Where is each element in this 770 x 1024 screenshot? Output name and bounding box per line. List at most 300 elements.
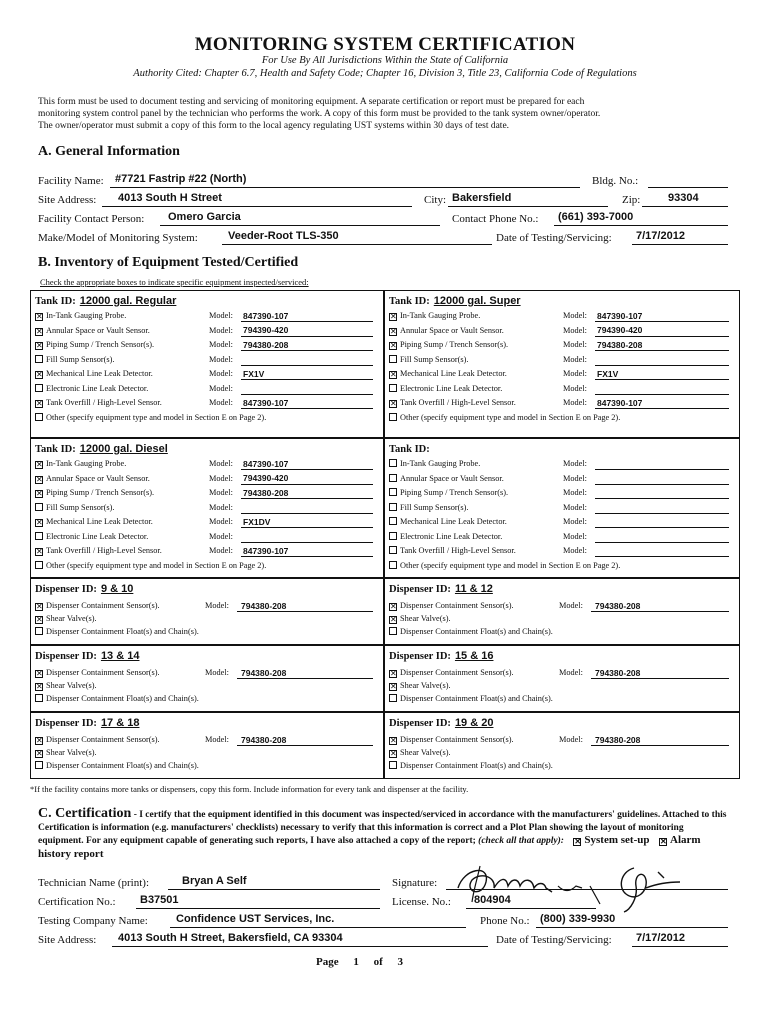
tank-id-label: Tank ID:: [389, 296, 430, 307]
equipment-checkbox[interactable]: [389, 355, 397, 363]
company-value[interactable]: Confidence UST Services, Inc.: [176, 913, 335, 925]
dispenser-checkbox[interactable]: ✕: [36, 615, 43, 624]
model-value[interactable]: 794380-208: [241, 667, 287, 678]
dispenser-row: [389, 601, 514, 611]
equipment-label: Fill Sump Sensor(s).: [46, 502, 115, 512]
model-value[interactable]: 794380-208: [595, 667, 641, 678]
model-label: Model:: [209, 531, 233, 541]
dispenser-item-label: Dispenser Containment Float(s) and Chain(s).: [400, 694, 553, 703]
form-title: MONITORING SYSTEM CERTIFICATION: [194, 34, 576, 55]
dispenser-checkbox[interactable]: ✕: [390, 602, 397, 611]
equipment-row: [389, 398, 516, 408]
equipment-row: [35, 355, 114, 365]
dispenser-row: [389, 627, 553, 637]
model-value[interactable]: FX1DV: [243, 516, 271, 527]
model-line: [595, 365, 729, 366]
equipment-label: Mechanical Line Leak Detector.: [400, 369, 507, 378]
model-label: Model:: [209, 311, 233, 320]
equipment-label: Fill Sump Sensor(s).: [400, 354, 469, 364]
tank-id-heading: [389, 443, 434, 455]
model-line: [241, 513, 373, 514]
model-label: Model:: [563, 325, 587, 335]
equipment-label: Mechanical Line Leak Detector.: [46, 517, 153, 526]
dispenser-checkbox[interactable]: ✕: [390, 736, 397, 745]
dispenser-row: [389, 761, 553, 771]
model-value[interactable]: FX1V: [243, 368, 265, 379]
tank-box: [384, 438, 740, 578]
model-value[interactable]: 794380-208: [241, 600, 287, 611]
model-label: Model:: [563, 488, 587, 497]
equipment-row: [389, 369, 507, 379]
equipment-row: [389, 488, 508, 498]
dispenser-checkbox[interactable]: [389, 761, 397, 769]
equipment-label: Electronic Line Leak Detector.: [46, 531, 149, 541]
model-label: Model:: [209, 517, 233, 526]
model-line: [241, 542, 373, 543]
model-line: [595, 379, 729, 380]
page-current: 1: [353, 956, 359, 968]
dispenser-id-label: Dispenser ID:: [35, 584, 97, 595]
model-line: [595, 556, 729, 557]
equipment-label: Fill Sump Sensor(s).: [46, 354, 115, 364]
model-label: Model:: [209, 369, 233, 378]
dispenser-box: [30, 645, 384, 712]
model-line: [595, 542, 729, 543]
model-label: Model:: [209, 502, 233, 512]
equipment-label: In-Tank Gauging Probe.: [46, 311, 127, 320]
phone-value[interactable]: (661) 393-7000: [558, 211, 634, 223]
model-value[interactable]: 847390-107: [597, 310, 643, 321]
equipment-label: Piping Sump / Trench Sensor(s).: [400, 340, 509, 349]
tank-id-label: Tank ID:: [35, 296, 76, 307]
model-label: Model:: [209, 354, 233, 364]
dispenser-item-label: Shear Valve(s).: [46, 614, 97, 623]
equipment-checkbox[interactable]: [389, 532, 397, 540]
equipment-checkbox[interactable]: [35, 503, 43, 511]
model-label: Model:: [563, 473, 587, 483]
footnote: *If the facility contains more tanks or dispensers, copy this form. Include information for every tank and dispenser at the facility.: [30, 784, 469, 794]
model-label: Model:: [563, 340, 587, 349]
equipment-checkbox[interactable]: [389, 474, 397, 482]
model-line: [595, 350, 729, 351]
intro-line: monitoring system control panel by the technician who performs the work. A copy of this form must be provided to the tank system owner/operator.: [38, 109, 601, 119]
equipment-label: Tank Overfill / High-Level Sensor.: [400, 398, 516, 407]
tank-id-heading: [35, 295, 176, 307]
dispenser-checkbox[interactable]: [35, 761, 43, 769]
dispenser-box: [384, 645, 740, 712]
make-model-value[interactable]: Veeder-Root TLS-350: [228, 230, 339, 242]
model-value[interactable]: 794380-208: [597, 339, 643, 350]
dispenser-item-label: Dispenser Containment Sensor(s).: [400, 668, 514, 677]
model-label: Model:: [205, 735, 229, 744]
check-all-note: (check all that apply):: [478, 836, 564, 846]
form-subtitle: For Use By All Jurisdictions Within the State of California: [261, 55, 509, 66]
model-value[interactable]: 794390-420: [597, 325, 643, 335]
company-phone-value[interactable]: (800) 339-9930: [540, 913, 616, 925]
signature-label: Signature:: [392, 877, 438, 889]
equipment-checkbox[interactable]: ✕: [390, 370, 397, 379]
dispenser-row: [35, 627, 199, 637]
dispenser-box: [30, 712, 384, 779]
equipment-checkbox[interactable]: ✕: [36, 518, 43, 527]
intro-line: The owner/operator must submit a copy of this form to the local agency regulating UST systems within 30 days of test date.: [38, 121, 510, 131]
equipment-checkbox[interactable]: [389, 488, 397, 496]
dispenser-item-label: Dispenser Containment Sensor(s).: [46, 735, 160, 744]
dispenser-checkbox[interactable]: ✕: [390, 749, 397, 758]
test-date-value[interactable]: 7/17/2012: [636, 230, 685, 242]
model-value[interactable]: 847390-107: [243, 310, 289, 321]
model-line: [591, 678, 729, 679]
equipment-checkbox[interactable]: ✕: [36, 474, 43, 484]
model-label: Model:: [563, 531, 587, 541]
dispenser-checkbox[interactable]: ✕: [36, 736, 43, 745]
equipment-row: [35, 340, 154, 350]
model-label: Model:: [563, 398, 587, 407]
equipment-row: [389, 340, 508, 350]
dispenser-row: [389, 694, 553, 704]
model-line: [241, 365, 373, 366]
license-value[interactable]: 804904: [474, 894, 511, 906]
model-label: Model:: [559, 601, 583, 610]
technician-label: Technician Name (print):: [38, 877, 150, 889]
model-label: Model:: [209, 488, 233, 497]
model-line: [237, 745, 373, 746]
equipment-checkbox[interactable]: [389, 546, 397, 554]
model-value[interactable]: 794380-208: [595, 600, 641, 611]
model-line: [241, 556, 373, 557]
equipment-checkbox[interactable]: ✕: [36, 460, 43, 469]
dispenser-id-value[interactable]: 15 & 16: [454, 650, 494, 662]
section-a-heading: A. General Information: [38, 144, 180, 159]
inventory-instruction: Check the appropriate boxes to indicate specific equipment inspected/serviced:: [40, 277, 309, 287]
model-line: [595, 394, 729, 395]
dispenser-checkbox[interactable]: ✕: [390, 669, 397, 678]
dispenser-item-label: Shear Valve(s).: [400, 748, 451, 757]
dispenser-item-label: Dispenser Containment Sensor(s).: [46, 668, 160, 677]
equipment-checkbox[interactable]: ✕: [36, 341, 43, 350]
equipment-checkbox[interactable]: [389, 459, 397, 467]
dispenser-checkbox[interactable]: [389, 627, 397, 635]
model-line: [241, 379, 373, 380]
equipment-label: Mechanical Line Leak Detector.: [400, 517, 507, 526]
equipment-checkbox[interactable]: [389, 384, 397, 392]
dispenser-checkbox[interactable]: [35, 627, 43, 635]
equipment-row: [35, 532, 148, 542]
dispenser-row: [389, 748, 451, 758]
equipment-row: [35, 459, 126, 469]
test-date-label: Date of Testing/Servicing:: [496, 232, 612, 244]
model-value[interactable]: 794380-208: [243, 487, 289, 498]
intro-line: This form must be used to document testing and servicing of monitoring equipment. A separate certification or report must be prepared for each: [38, 97, 585, 107]
model-line: [241, 408, 373, 409]
dispenser-item-label: Dispenser Containment Float(s) and Chain(s).: [400, 627, 553, 636]
dispenser-checkbox[interactable]: ✕: [36, 749, 43, 758]
equipment-label: Piping Sump / Trench Sensor(s).: [46, 340, 155, 349]
tank-id-label: Tank ID:: [389, 444, 430, 455]
equipment-checkbox[interactable]: [35, 355, 43, 363]
equipment-checkbox[interactable]: ✕: [36, 399, 43, 408]
company-phone-label: Phone No.:: [480, 915, 530, 927]
model-label: Model:: [205, 668, 229, 677]
equipment-row: [389, 311, 480, 321]
model-value[interactable]: 847390-107: [243, 458, 289, 469]
dispenser-id-value[interactable]: 19 & 20: [454, 717, 494, 729]
dispenser-checkbox[interactable]: ✕: [36, 602, 43, 611]
dispenser-checkbox[interactable]: ✕: [36, 669, 43, 678]
tank-id-label: Tank ID:: [35, 444, 76, 455]
model-line: [241, 498, 373, 499]
dispenser-item-label: Dispenser Containment Sensor(s).: [400, 735, 514, 744]
model-value[interactable]: 794380-208: [243, 339, 289, 350]
equipment-label: Other (specify equipment type and model in Section E on Page 2).: [46, 560, 267, 570]
equipment-label: Mechanical Line Leak Detector.: [46, 369, 153, 378]
bldg-label: Bldg. No.:: [592, 175, 639, 187]
dispenser-id-value[interactable]: 9 & 10: [100, 583, 134, 595]
tank-id-value[interactable]: 12000 gal. Super: [433, 295, 521, 307]
dispenser-checkbox[interactable]: [389, 694, 397, 702]
make-model-label: Make/Model of Monitoring System:: [38, 232, 198, 244]
equipment-label: In-Tank Gauging Probe.: [46, 459, 127, 468]
equipment-checkbox[interactable]: [389, 561, 397, 569]
equipment-label: Annular Space or Vault Sensor.: [400, 473, 504, 483]
dispenser-row: [35, 668, 160, 678]
model-line: [241, 336, 373, 337]
facility-name-label: Facility Name:: [38, 175, 104, 187]
alarm-history-checkbox[interactable]: ✕: [660, 837, 667, 846]
equipment-row: [35, 311, 126, 321]
model-line: [591, 611, 729, 612]
dispenser-item-label: Dispenser Containment Float(s) and Chain(s).: [46, 627, 199, 636]
dispenser-item-label: Dispenser Containment Sensor(s).: [400, 601, 514, 610]
model-value[interactable]: 847390-107: [243, 545, 289, 556]
model-label: Model:: [563, 383, 587, 393]
model-label: Model:: [559, 668, 583, 677]
dispenser-row: [35, 614, 97, 624]
dispenser-row: [35, 748, 97, 758]
dispenser-checkbox[interactable]: ✕: [36, 682, 43, 691]
dispenser-box: [30, 578, 384, 645]
equipment-row: [35, 326, 150, 336]
equipment-row: [35, 488, 154, 498]
equipment-checkbox[interactable]: ✕: [36, 326, 43, 336]
equipment-row: [35, 369, 153, 379]
equipment-label: Piping Sump / Trench Sensor(s).: [46, 488, 155, 497]
model-line: [595, 498, 729, 499]
alarm-history-label: Alarm history report: [38, 834, 701, 860]
dispenser-id-label: Dispenser ID:: [35, 651, 97, 662]
dispenser-id-value[interactable]: 17 & 18: [100, 717, 140, 729]
equipment-row: [389, 474, 504, 484]
dispenser-id-heading: [389, 717, 493, 729]
equipment-label: In-Tank Gauging Probe.: [400, 459, 481, 468]
equipment-checkbox[interactable]: [389, 503, 397, 511]
city-value[interactable]: Bakersfield: [452, 192, 512, 204]
model-label: Model:: [209, 546, 233, 555]
facility-name-value[interactable]: #7721 Fastrip #22 (North): [115, 173, 247, 185]
equipment-checkbox[interactable]: [389, 517, 397, 525]
dispenser-id-heading: [35, 650, 139, 662]
model-value[interactable]: 794380-208: [595, 734, 641, 745]
model-label: Model:: [209, 398, 233, 407]
model-label: Model:: [209, 325, 233, 335]
dispenser-row: [389, 735, 514, 745]
certification-number-value[interactable]: B37501: [140, 894, 179, 906]
equipment-row: [35, 474, 150, 484]
dispenser-id-value[interactable]: 13 & 14: [100, 650, 140, 662]
model-label: Model:: [205, 601, 229, 610]
model-line: [595, 484, 729, 485]
page-total: 3: [397, 956, 404, 968]
equipment-row: [389, 517, 507, 527]
equipment-checkbox[interactable]: [35, 532, 43, 540]
equipment-row: [389, 355, 468, 365]
certification-block: [38, 808, 730, 861]
equipment-row: [389, 413, 620, 423]
equipment-checkbox[interactable]: [35, 561, 43, 569]
model-label: Model:: [209, 459, 233, 468]
system-setup-checkbox[interactable]: ✕: [574, 837, 582, 846]
equipment-row: [389, 459, 480, 469]
model-line: [591, 745, 729, 746]
contact-value[interactable]: Omero Garcia: [168, 211, 241, 223]
equipment-row: [389, 384, 502, 394]
dispenser-item-label: Shear Valve(s).: [46, 681, 97, 690]
equipment-row: [35, 384, 148, 394]
model-line: [595, 513, 729, 514]
model-line: [595, 321, 729, 322]
dispenser-id-heading: [389, 650, 493, 662]
model-label: Model:: [563, 517, 587, 526]
section-c-heading: C. Certification: [38, 806, 132, 821]
equipment-label: In-Tank Gauging Probe.: [400, 311, 481, 320]
dispenser-row: [35, 694, 199, 704]
equipment-row: [389, 503, 468, 513]
equipment-label: Electronic Line Leak Detector.: [400, 531, 503, 541]
dispenser-box: [384, 712, 740, 779]
dispenser-checkbox[interactable]: [35, 694, 43, 702]
dispenser-item-label: Shear Valve(s).: [400, 681, 451, 690]
certification-number-label: Certification No.:: [38, 896, 116, 908]
equipment-checkbox[interactable]: ✕: [36, 370, 43, 379]
dispenser-item-label: Dispenser Containment Float(s) and Chain(s).: [46, 761, 199, 770]
model-value[interactable]: 847390-107: [243, 397, 289, 408]
equipment-label: Other (specify equipment type and model in Section E on Page 2).: [46, 412, 267, 422]
model-line: [241, 469, 373, 470]
model-line: [237, 678, 373, 679]
authority-citation: Authority Cited: Chapter 6.7, Health and Safety Code; Chapter 16, Division 3, Title 23, California Code of Regulations: [133, 68, 637, 79]
model-line: [595, 408, 729, 409]
equipment-label: Fill Sump Sensor(s).: [400, 502, 469, 512]
contact-label: Facility Contact Person:: [38, 213, 145, 225]
model-line: [595, 469, 729, 470]
city-label: City:: [424, 194, 447, 206]
model-label: Model:: [563, 311, 587, 320]
tank-id-value[interactable]: 12000 gal. Diesel: [79, 443, 168, 455]
dispenser-id-label: Dispenser ID:: [389, 584, 451, 595]
equipment-checkbox[interactable]: [35, 413, 43, 421]
equipment-checkbox[interactable]: ✕: [390, 341, 397, 350]
model-value[interactable]: 847390-107: [597, 397, 643, 408]
dispenser-item-label: Dispenser Containment Float(s) and Chain(s).: [46, 694, 199, 703]
equipment-row: [35, 413, 266, 423]
dispenser-row: [389, 614, 451, 624]
tank-id-heading: [389, 295, 521, 307]
equipment-checkbox[interactable]: ✕: [36, 312, 43, 321]
equipment-checkbox[interactable]: [35, 384, 43, 392]
equipment-label: Annular Space or Vault Sensor.: [46, 473, 150, 483]
model-label: Model:: [563, 546, 587, 555]
dispenser-checkbox[interactable]: ✕: [390, 682, 397, 691]
equipment-checkbox[interactable]: [389, 413, 397, 421]
model-label: Model:: [209, 473, 233, 483]
dispenser-id-label: Dispenser ID:: [35, 718, 97, 729]
dispenser-id-heading: [35, 717, 139, 729]
model-line: [241, 321, 373, 322]
equipment-label: Other (specify equipment type and model in Section E on Page 2).: [400, 560, 621, 570]
model-label: Model:: [563, 354, 587, 364]
model-line: [237, 611, 373, 612]
equipment-label: Tank Overfill / High-Level Sensor.: [46, 546, 162, 555]
tank-box: [384, 290, 740, 438]
equipment-checkbox[interactable]: ✕: [390, 326, 397, 336]
dispenser-box: [384, 578, 740, 645]
model-value[interactable]: FX1V: [597, 368, 619, 379]
page-label: Page: [316, 956, 339, 968]
phone-label: Contact Phone No.:: [452, 213, 539, 225]
tank-box: [30, 438, 384, 578]
model-line: [595, 527, 729, 528]
dispenser-id-heading: [35, 583, 133, 595]
dispenser-checkbox[interactable]: ✕: [390, 615, 397, 624]
dispenser-row: [35, 601, 160, 611]
tank-box: [30, 290, 384, 438]
model-value[interactable]: 794380-208: [241, 734, 287, 745]
zip-label: Zip:: [622, 194, 641, 206]
equipment-label: Tank Overfill / High-Level Sensor.: [46, 398, 162, 407]
dispenser-id-value[interactable]: 11 & 12: [454, 583, 493, 595]
tank-id-value[interactable]: 12000 gal. Regular: [79, 295, 177, 307]
equipment-checkbox[interactable]: ✕: [390, 312, 397, 321]
site-address-value[interactable]: 4013 South H Street: [118, 192, 222, 204]
dispenser-row: [35, 735, 160, 745]
model-value[interactable]: 794390-420: [243, 325, 289, 335]
dispenser-item-label: Dispenser Containment Sensor(s).: [46, 601, 160, 610]
equipment-checkbox[interactable]: ✕: [36, 547, 43, 556]
equipment-label: Electronic Line Leak Detector.: [400, 383, 503, 393]
model-line: [241, 527, 373, 528]
equipment-row: [35, 503, 114, 513]
dispenser-id-label: Dispenser ID:: [389, 718, 451, 729]
technician-value[interactable]: Bryan A Self: [182, 875, 247, 887]
equipment-label: Piping Sump / Trench Sensor(s).: [400, 488, 509, 497]
equipment-row: [389, 532, 502, 542]
company-address-value[interactable]: 4013 South H Street, Bakersfield, CA 93304: [118, 932, 343, 944]
model-value[interactable]: 794390-420: [243, 473, 289, 483]
model-label: Model:: [209, 383, 233, 393]
equipment-checkbox[interactable]: ✕: [390, 399, 397, 408]
intro-paragraph: [38, 96, 728, 132]
equipment-label: Annular Space or Vault Sensor.: [46, 325, 150, 335]
equipment-checkbox[interactable]: ✕: [36, 489, 43, 498]
equipment-row: [35, 546, 162, 556]
equipment-label: Other (specify equipment type and model in Section E on Page 2).: [400, 412, 621, 422]
tank-id-heading: [35, 443, 168, 455]
zip-value[interactable]: 93304: [668, 192, 699, 204]
company-date-value[interactable]: 7/17/2012: [636, 932, 685, 944]
certification-text: - I certify that the equipment identified in this document was inspected/serviced in accordance with the manufacturers' guidelines. Attached to this Certification is information (e.g. manufacturers' checklists) necessary to verify that this information is correct and a Plot Plan showing the layout of monitoring equipment. For any equipment capable of generating such reports, I have also attached a copy of the report;: [38, 810, 727, 846]
dispenser-row: [389, 668, 514, 678]
model-line: [241, 394, 373, 395]
